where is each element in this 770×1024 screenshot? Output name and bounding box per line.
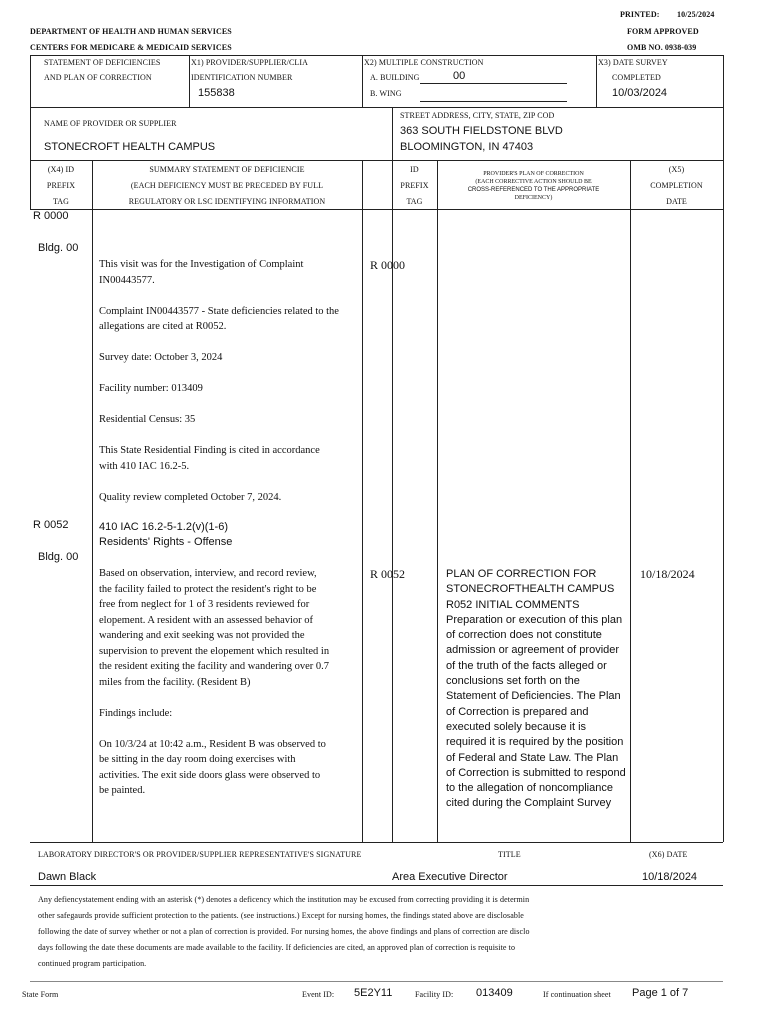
x5-header-1: (X5) <box>668 165 685 174</box>
summary-para-facility-number: Facility number: 013409 <box>99 383 203 394</box>
centers-heading: CENTERS FOR MEDICARE & MEDICAID SERVICES <box>30 43 232 52</box>
x1-label-2: IDENTIFICATION NUMBER <box>191 73 293 82</box>
x4-header-1: (X4) ID <box>47 165 75 174</box>
event-id-value: 5E2Y11 <box>354 987 393 999</box>
signature-date: 10/18/2024 <box>642 871 698 883</box>
building-value: 00 <box>453 70 466 82</box>
plan-header-1: PROVIDER'S PLAN OF CORRECTION <box>483 171 584 177</box>
address-line-1: 363 SOUTH FIELDSTONE BLVD <box>400 125 563 137</box>
x6-date-label: (X6) DATE <box>649 850 688 859</box>
summary-header-2: (EACH DEFICIENCY MUST BE PRECEDED BY FULL <box>130 181 324 190</box>
id-header-3: TAG <box>406 197 423 206</box>
summary-para-survey-date: Survey date: October 3, 2024 <box>99 352 223 363</box>
plan-of-correction-text: PLAN OF CORRECTION FOR STONECROFTHEALTH CAMPUS R052 INITIAL COMMENTS Preparation or execution of this plan of correction does not constitute admission or agreement of provider of the truth of the facts alleged or conclusions set forth on the Statement of Deficiencies. The Plan of Correction is prepared and executed solely because it is required it is required by the position of Federal and State Law. The Plan of Correction is submitted to respond to the allegation of noncompliance cited during the Complaint Survey <box>446 568 626 810</box>
summary-para-findings: Findings include: <box>99 707 173 719</box>
page-number: Page 1 of 7 <box>632 987 689 999</box>
address-label: STREET ADDRESS, CITY, STATE, ZIP COD <box>400 111 555 120</box>
regulation-title: Residents' Rights - Offense <box>99 536 233 548</box>
building-tag-2: Bldg. 00 <box>38 551 79 563</box>
tag-r0000: R 0000 <box>33 210 69 222</box>
footnote-line-1: Any defiencystatement ending with an asterisk (*) denotes a deficency which the institution may be excused from correcting providing it is determin <box>38 895 530 904</box>
omb-number: OMB NO. 0938-039 <box>627 43 697 52</box>
printed-label: PRINTED: <box>620 10 660 19</box>
tag-r0052: R 0052 <box>33 519 69 531</box>
facility-id-value: 013409 <box>476 987 513 999</box>
summary-para-observation: Based on observation, interview, and record review, the facility failed to protect the resident's right to be free from neglect for 1 of 3 residents reviewed for elopement. A resident with an assessed behavior of wandering and exit seeking was not provided the supervision to prevent the elopement which resulted in the resident exiting the facility and wandering over 0.7 miles from the facility. (Resident B) <box>99 568 330 688</box>
provider-id-number: 155838 <box>198 87 235 99</box>
summary-para-quality-review: Quality review completed October 7, 2024. <box>99 491 282 503</box>
x1-label: X1) PROVIDER/SUPPLIER/CLIA <box>191 58 309 67</box>
x3-label: X3) DATE SURVEY <box>598 58 668 67</box>
x2-label: X2) MULTIPLE CONSTRUCTION <box>364 58 484 67</box>
address-line-2: BLOOMINGTON, IN 47403 <box>400 141 534 153</box>
building-tag-1: Bldg. 00 <box>38 242 79 254</box>
summary-para-resident-b: On 10/3/24 at 10:42 a.m., Resident B was observed to be sitting in the day room doing exercises with activities. The exit side doors glass were observed to be painted. <box>99 738 326 796</box>
form-approved: FORM APPROVED <box>627 27 699 36</box>
statement-label-1: STATEMENT OF DEFICIENCIES <box>44 58 161 67</box>
signer-title: Area Executive Director <box>392 871 508 883</box>
tag-r0000-right: R 0000 <box>370 258 406 272</box>
summary-text-1 <box>99 257 339 521</box>
x4-header-2: PREFIX <box>46 181 76 190</box>
x5-header-2: COMPLETION <box>650 181 703 190</box>
summary-header-3: REGULATORY OR LSC IDENTIFYING INFORMATION <box>128 197 326 206</box>
plan-header-4: DEFICIENCY) <box>514 195 553 201</box>
summary-header-1: SUMMARY STATEMENT OF DEFICIENCIE <box>149 165 305 174</box>
facility-id-label: Facility ID: <box>415 990 454 999</box>
summary-para-finding: This State Residential Finding is cited in accordance with 410 IAC 16.2-5. <box>99 445 320 472</box>
summary-text-2 <box>99 566 331 814</box>
footnote-line-4: days following the date these documents are made available to the facility. If deficiencies are cited, an approved plan of correction is requisite to <box>38 943 516 952</box>
printed-date: 10/25/2024 <box>677 10 715 19</box>
signature-label: LABORATORY DIRECTOR'S OR PROVIDER/SUPPLIER REPRESENTATIVE'S SIGNATURE <box>38 850 362 859</box>
id-header-1: ID <box>410 165 419 174</box>
x3-label-2: COMPLETED <box>612 73 661 82</box>
event-id-label: Event ID: <box>302 990 335 999</box>
footnote-line-2: other safegaurds provide sufficient protection to the patients. (see instructions.) Except for nursing homes, the findings stated above are disclosable <box>38 911 524 920</box>
tag-r0052-right: R 0052 <box>370 567 406 581</box>
summary-para-census: Residential Census: 35 <box>99 414 196 425</box>
survey-completed-date: 10/03/2024 <box>612 87 668 99</box>
footnote-line-3: following the date of survey whether or not a plan of correction is provided. For nursing homes, the above findings and plans of correction are disclo <box>38 927 530 936</box>
plan-header-2: (EACH CORRECTIVE ACTION SHOULD BE <box>475 179 592 185</box>
statement-label-2: AND PLAN OF CORRECTION <box>44 73 152 82</box>
x5-header-3: DATE <box>666 197 687 206</box>
building-label: A. BUILDING <box>370 73 420 82</box>
regulation-citation: 410 IAC 16.2-5-1.2(v)(1-6) <box>99 521 228 533</box>
provider-name-label: NAME OF PROVIDER OR SUPPLIER <box>44 119 177 128</box>
x4-header-3: TAG <box>52 197 70 206</box>
summary-para-visit: This visit was for the Investigation of Complaint IN00443577. <box>99 259 304 286</box>
id-header-2: PREFIX <box>400 181 429 190</box>
summary-para-complaint: Complaint IN00443577 - State deficiencies related to the allegations are cited at R0052. <box>99 305 339 332</box>
provider-name: STONECROFT HEALTH CAMPUS <box>44 141 216 153</box>
footnote-line-5: continued program participation. <box>38 959 147 968</box>
title-label: TITLE <box>498 850 521 859</box>
continuation-label: If continuation sheet <box>543 990 611 999</box>
plan-header-3: CROSS-REFERENCED TO THE APPROPRIATE <box>467 187 600 193</box>
department-heading: DEPARTMENT OF HEALTH AND HUMAN SERVICES <box>30 27 232 36</box>
signature-name: Dawn Black <box>38 871 97 883</box>
state-form-label: State Form <box>22 990 59 999</box>
wing-label: B. WING <box>370 89 402 98</box>
completion-date: 10/18/2024 <box>640 567 695 581</box>
